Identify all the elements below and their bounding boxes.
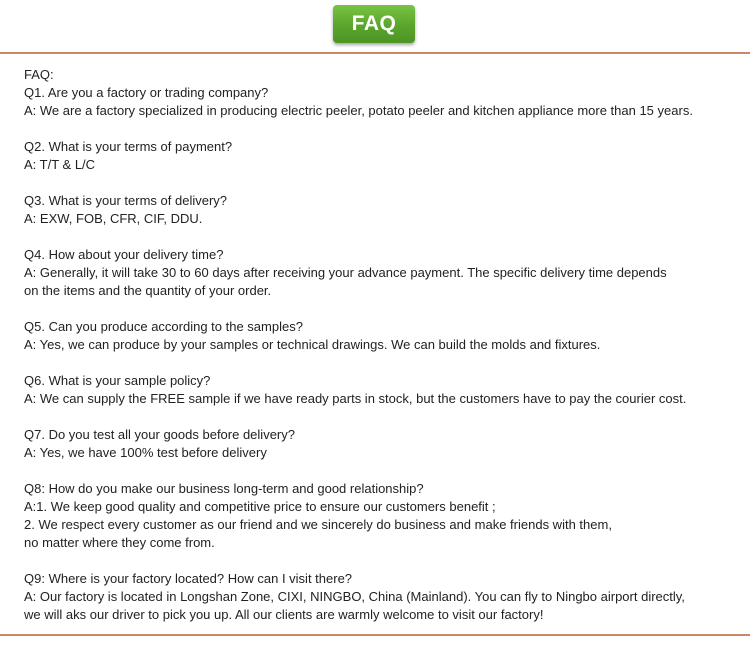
qa-list [24, 84, 744, 624]
faq-item-q1 [24, 84, 744, 120]
faq-question: Q7. Do you test all your goods before delivery? [24, 427, 295, 442]
faq-answer-line: on the items and the quantity of your order. [24, 283, 272, 298]
faq-question: Q9: Where is your factory located? How can I visit there? [24, 571, 353, 586]
faq-item-q8 [24, 480, 744, 552]
faq-question: Q8: How do you make our business long-term and good relationship? [24, 481, 424, 496]
faq-answer-line: A: Yes, we have 100% test before delivery [24, 445, 267, 460]
faq-item-q6 [24, 372, 744, 408]
faq-content [24, 66, 744, 642]
faq-question: Q5. Can you produce according to the samples? [24, 319, 303, 334]
header-divider [0, 52, 750, 54]
faq-item-q9 [24, 570, 744, 624]
footer-divider [0, 634, 750, 636]
faq-answer-line: 2. We respect every customer as our friend and we sincerely do business and make friends with them, [24, 517, 612, 532]
faq-title-badge: FAQ [333, 5, 415, 43]
faq-answer-line: A: T/T & L/C [24, 157, 96, 172]
faq-answer-line: we will aks our driver to pick you up. All our clients are warmly welcome to visit our factory! [24, 607, 544, 622]
faq-answer-line: A: EXW, FOB, CFR, CIF, DDU. [24, 211, 203, 226]
faq-intro-label: FAQ: [24, 67, 54, 82]
faq-question: Q6. What is your sample policy? [24, 373, 211, 388]
faq-item-q5 [24, 318, 744, 354]
faq-answer-line: A: Generally, it will take 30 to 60 days after receiving your advance payment. The specific delivery time depends [24, 265, 667, 280]
faq-question: Q3. What is your terms of delivery? [24, 193, 228, 208]
faq-answer-line: A: We can supply the FREE sample if we have ready parts in stock, but the customers have to pay the courier cost. [24, 391, 687, 406]
faq-question: Q4. How about your delivery time? [24, 247, 224, 262]
faq-item-q4 [24, 246, 744, 300]
faq-answer-line: A: We are a factory specialized in producing electric peeler, potato peeler and kitchen appliance more than 15 years. [24, 103, 693, 118]
faq-answer-line: A: Yes, we can produce by your samples or technical drawings. We can build the molds and fixtures. [24, 337, 601, 352]
faq-answer-line: A:1. We keep good quality and competitive price to ensure our customers benefit ; [24, 499, 496, 514]
faq-item-q2 [24, 138, 744, 174]
faq-item-q7 [24, 426, 744, 462]
faq-question: Q2. What is your terms of payment? [24, 139, 233, 154]
faq-question: Q1. Are you a factory or trading company? [24, 85, 269, 100]
faq-answer-line: A: Our factory is located in Longshan Zone, CIXI, NINGBO, China (Mainland). You can fly to Ningbo airport directly, [24, 589, 685, 604]
faq-answer-line: no matter where they come from. [24, 535, 215, 550]
faq-item-q3 [24, 192, 744, 228]
